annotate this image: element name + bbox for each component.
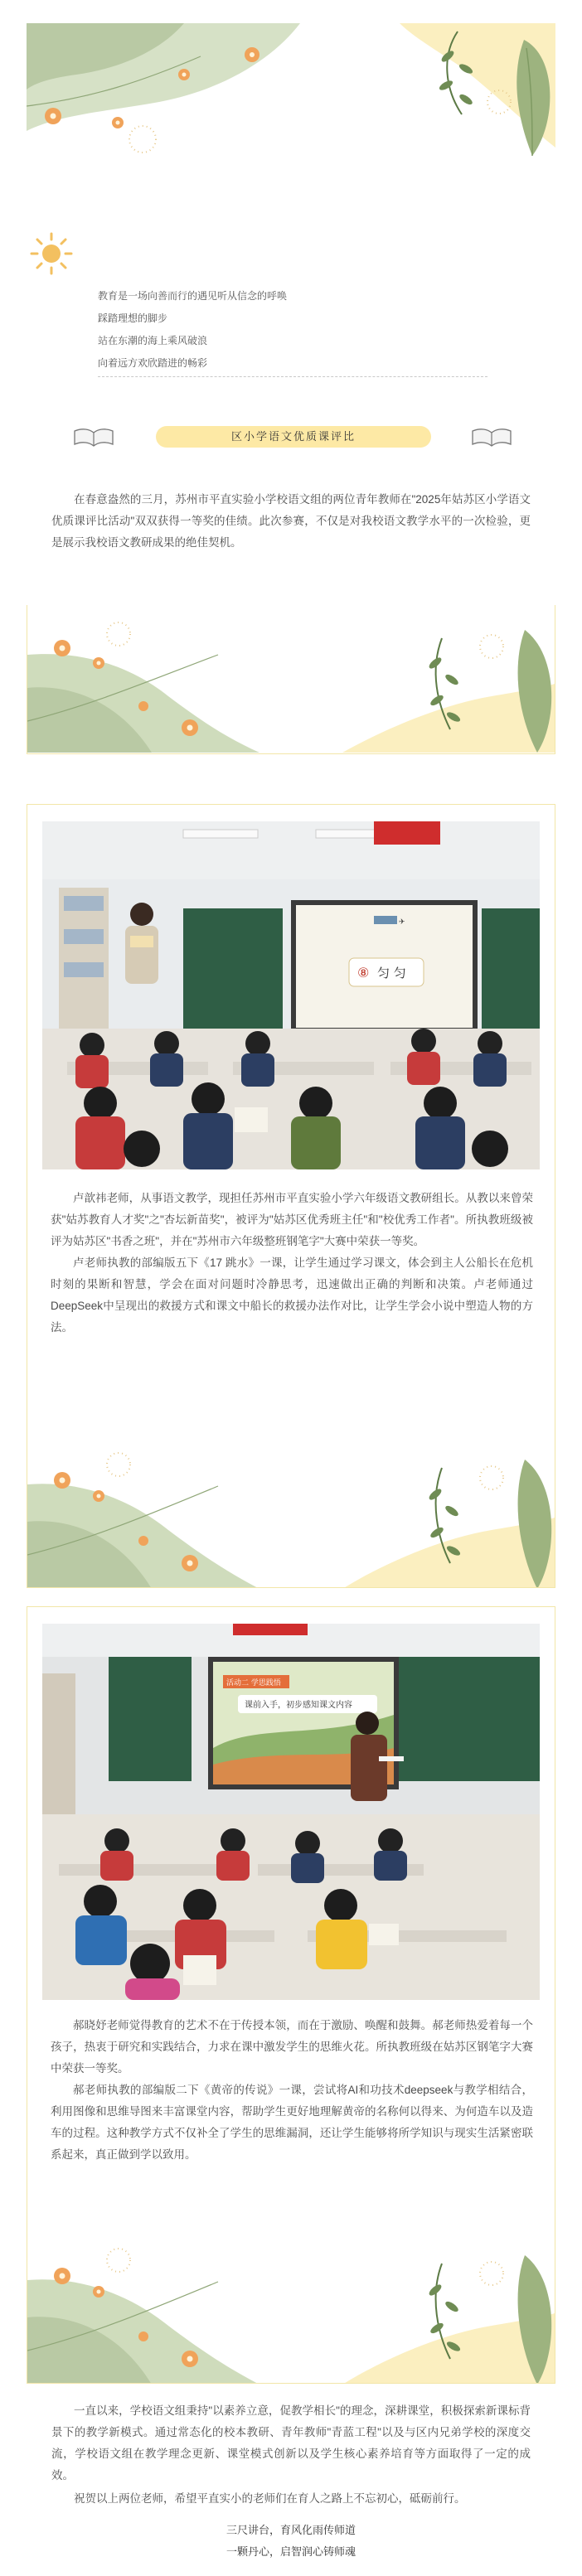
paragraph-1: 在春意盎然的三月，苏州市平直实验小学校语文组的两位青年教师在"2025年姑苏区小学语文优质课评比活动"双双获得一等奖的佳绩。此次参赛，不仅是对我校语文教学水平的一次检验，更是展示我校语文教研成果的绝佳契机。	[51, 493, 531, 549]
slide-tag: 活动二 学思践悟	[226, 1679, 281, 1687]
section-title: 区小学语文优质课评比	[156, 426, 431, 448]
intro-line-1: 教育是一场向善而行的遇见听从信念的呼唤	[98, 290, 288, 302]
intro-lines	[98, 285, 487, 375]
paragraph-3a: 郝晓妤老师觉得教育的艺术不在于传授本领，而在于激励、唤醒和鼓舞。郝老师热爱着每一个孩子，热衷于研究和实践结合，力求在课中激发学生的思维火花。所执教班级在姑苏区钢笔字大赛中荣获一等奖。	[51, 2019, 533, 2075]
board-text: 匀 匀	[377, 966, 406, 981]
intro-line-3: 站在东潮的海上乘风破浪	[98, 335, 208, 346]
paragraph-3b: 郝老师执教的部编版二下《黄帝的传说》一课，尝试将AI和功技术deepseek与教学相结合，利用图像和思维导图来丰富课堂内容，帮助学生更好地理解黄帝的名称何以得来、为何造车以及造车的过程。这种教学方式不仅补全了学生的思维漏洞，还让学生能够将所学知识与现实生活紧密联系起来，真正做到学以致用。	[51, 2084, 533, 2161]
signature-lines	[27, 2520, 555, 2563]
paragraph-2b: 卢老师执教的部编版五下《17 跳水》一课，让学生通过学习课文，体会到主人公船长在危机时刻的果断和智慧，学会在面对问题时冷静思考，迅速做出正确的判断和决策。卢老师通过DeepSeek中呈现出的救援方式和课文中船长的救援办法作对比，让学生学会小说中塑造人物的方法。	[51, 1257, 533, 1334]
intro-paragraph	[51, 489, 531, 554]
book-icon-left	[71, 424, 116, 448]
dotted-divider	[98, 376, 487, 377]
sun-icon	[28, 230, 75, 277]
paragraph-2a: 卢歆祎老师，从事语文教学，现担任苏州市平直实验小学六年级语文教研组长。从教以来曾荣获"姑苏教育人才奖"之"杏坛新苗奖"，被评为"姑苏区优秀班主任"和"校优秀工作者"。所执教班级被评为姑苏区"书香之班"，并在"苏州市六年级整班钢笔字"大赛中荣获一等奖。	[51, 1192, 533, 1247]
classroom-photo-2	[42, 1624, 540, 2000]
teacher-2-text	[51, 2015, 533, 2166]
header-decoration	[27, 23, 555, 164]
closing-paragraph-2: 祝贺以上两位老师，希望平直实小的老师们在育人之路上不忘初心，砥砺前行。	[74, 2492, 466, 2505]
card-3-bottom-decoration	[27, 2230, 555, 2384]
teacher-1-card	[27, 804, 555, 1588]
slide-text: 课前入手，初步感知课文内容	[245, 1701, 352, 1710]
closing-section	[51, 2400, 531, 2510]
teacher-1-text	[51, 1188, 533, 1339]
intro-line-4: 向着远方欢欣踏进的畅彩	[98, 357, 208, 369]
sign-line-2: 一颗丹心，启智润心铸师魂	[226, 2545, 356, 2558]
intro-line-2: 踩踏理想的脚步	[98, 312, 168, 324]
classroom-photo-1	[42, 821, 540, 1169]
closing-paragraph-1: 一直以来，学校语文组秉持"以素养立意，促教学相长"的理念，深耕课堂，积极探索新课标背景下的教学新模式。通过常态化的校本教研、青年教师"青蓝工程"以及与区内兄弟学校的深度交流，学校语文组在教学理念更新、课堂模式创新以及学生核心素养培育等方面取得了一定的成效。	[51, 2404, 531, 2482]
book-icon-right	[469, 424, 514, 448]
card-2-bottom-decoration	[27, 1435, 555, 1588]
section-1-bottom-decoration	[27, 605, 555, 754]
board-icon: ⑧	[357, 965, 370, 981]
sign-line-1: 三尺讲台，育风化雨传师道	[226, 2524, 356, 2536]
svg-text:✈: ✈	[399, 918, 405, 927]
teacher-2-card	[27, 1606, 555, 2384]
